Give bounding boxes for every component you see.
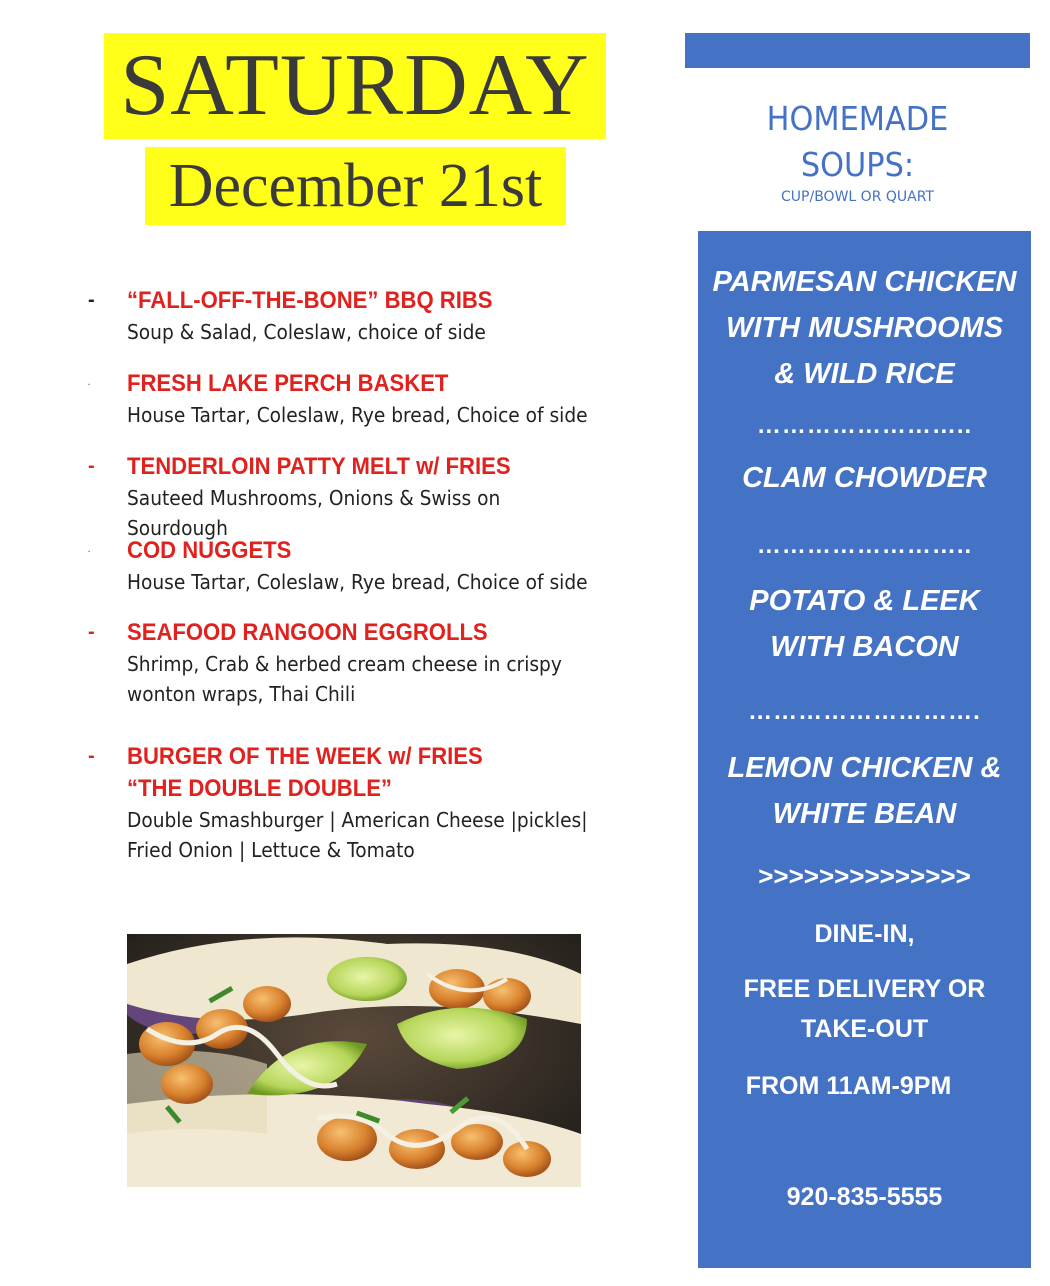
separator: ………………………. (748, 698, 981, 725)
menu-item-patty-melt (88, 451, 628, 543)
soup-line: WHITE BEAN (772, 798, 957, 830)
shrimp-tacos-image (127, 934, 581, 1187)
arrows-divider: >>>>>>>>>>>>>> (758, 861, 971, 891)
hours-text: FROM 11AM-9PM (745, 1072, 952, 1100)
item-description-line2: Fried Onion | Lettuce & Tomato (127, 838, 415, 862)
delivery-line2: TAKE-OUT (800, 1015, 929, 1043)
soup-lemon-chicken (698, 745, 1031, 837)
bullet: - (88, 621, 95, 643)
delivery-line1: FREE DELIVERY OR (743, 975, 986, 1003)
item-name: SEAFOOD RANGOON EGGROLLS (127, 619, 488, 646)
item-name: COD NUGGETS (127, 537, 292, 564)
item-description: Double Smashburger | American Cheese |pickles| (127, 808, 588, 832)
soups-title (699, 96, 1016, 188)
item-name: BURGER OF THE WEEK w/ FRIES (127, 743, 483, 770)
soup-line: WITH MUSHROOMS (725, 312, 1004, 344)
bullet: - (88, 745, 95, 767)
dine-in-text: DINE-IN, (814, 920, 915, 948)
day-heading: SATURDAY (104, 33, 606, 139)
soups-subtitle: CUP/BOWL OR QUART (781, 189, 934, 205)
separator: …………………….. (756, 532, 973, 559)
soup-potato-leek (698, 578, 1031, 670)
item-description: Soup & Salad, Coleslaw, choice of side (127, 320, 486, 344)
item-name: TENDERLOIN PATTY MELT w/ FRIES (127, 453, 511, 480)
soup-panel (698, 231, 1031, 1268)
phone-number: 920-835-5555 (786, 1183, 943, 1211)
soup-line: CLAM CHOWDER (742, 462, 987, 494)
bullet: - (88, 455, 95, 477)
delivery-text (698, 969, 1031, 1049)
soup-line: POTATO & LEEK (749, 585, 980, 617)
item-description: Sauteed Mushrooms, Onions & Swiss on Sourdough (127, 486, 501, 540)
bullet: . (88, 378, 91, 387)
soup-clam-chowder (698, 455, 1031, 501)
soups-title-line2: SOUPS: (800, 145, 915, 184)
menu-item-eggrolls (88, 617, 628, 709)
bullet: - (88, 289, 95, 311)
food-photo (127, 934, 581, 1187)
date-heading: December 21st (145, 147, 566, 225)
menu-item-burger (88, 741, 628, 865)
soup-parmesan-chicken (698, 259, 1031, 397)
item-description: House Tartar, Coleslaw, Rye bread, Choice of side (127, 403, 588, 427)
menu-item-ribs (88, 285, 628, 347)
item-name: “FALL-OFF-THE-BONE” BBQ RIBS (127, 287, 493, 314)
soup-line: PARMESAN CHICKEN (712, 266, 1017, 298)
soup-line: LEMON CHICKEN & (727, 752, 1002, 784)
bullet: . (88, 545, 91, 554)
item-name-line2: “THE DOUBLE DOUBLE” (127, 775, 392, 802)
soup-line: WITH BACON (770, 631, 959, 663)
top-accent-bar (685, 33, 1030, 68)
item-description-line2: wonton wraps, Thai Chili (127, 682, 356, 706)
soup-line: & WILD RICE (774, 358, 955, 390)
menu-item-perch (88, 368, 628, 430)
item-name: FRESH LAKE PERCH BASKET (127, 370, 449, 397)
item-description: Shrimp, Crab & herbed cream cheese in crispy (127, 652, 562, 676)
menu-item-cod (88, 535, 628, 597)
soups-title-line1: HOMEMADE (766, 99, 949, 138)
item-description: House Tartar, Coleslaw, Rye bread, Choice of side (127, 570, 588, 594)
separator: …………………….. (756, 412, 973, 439)
